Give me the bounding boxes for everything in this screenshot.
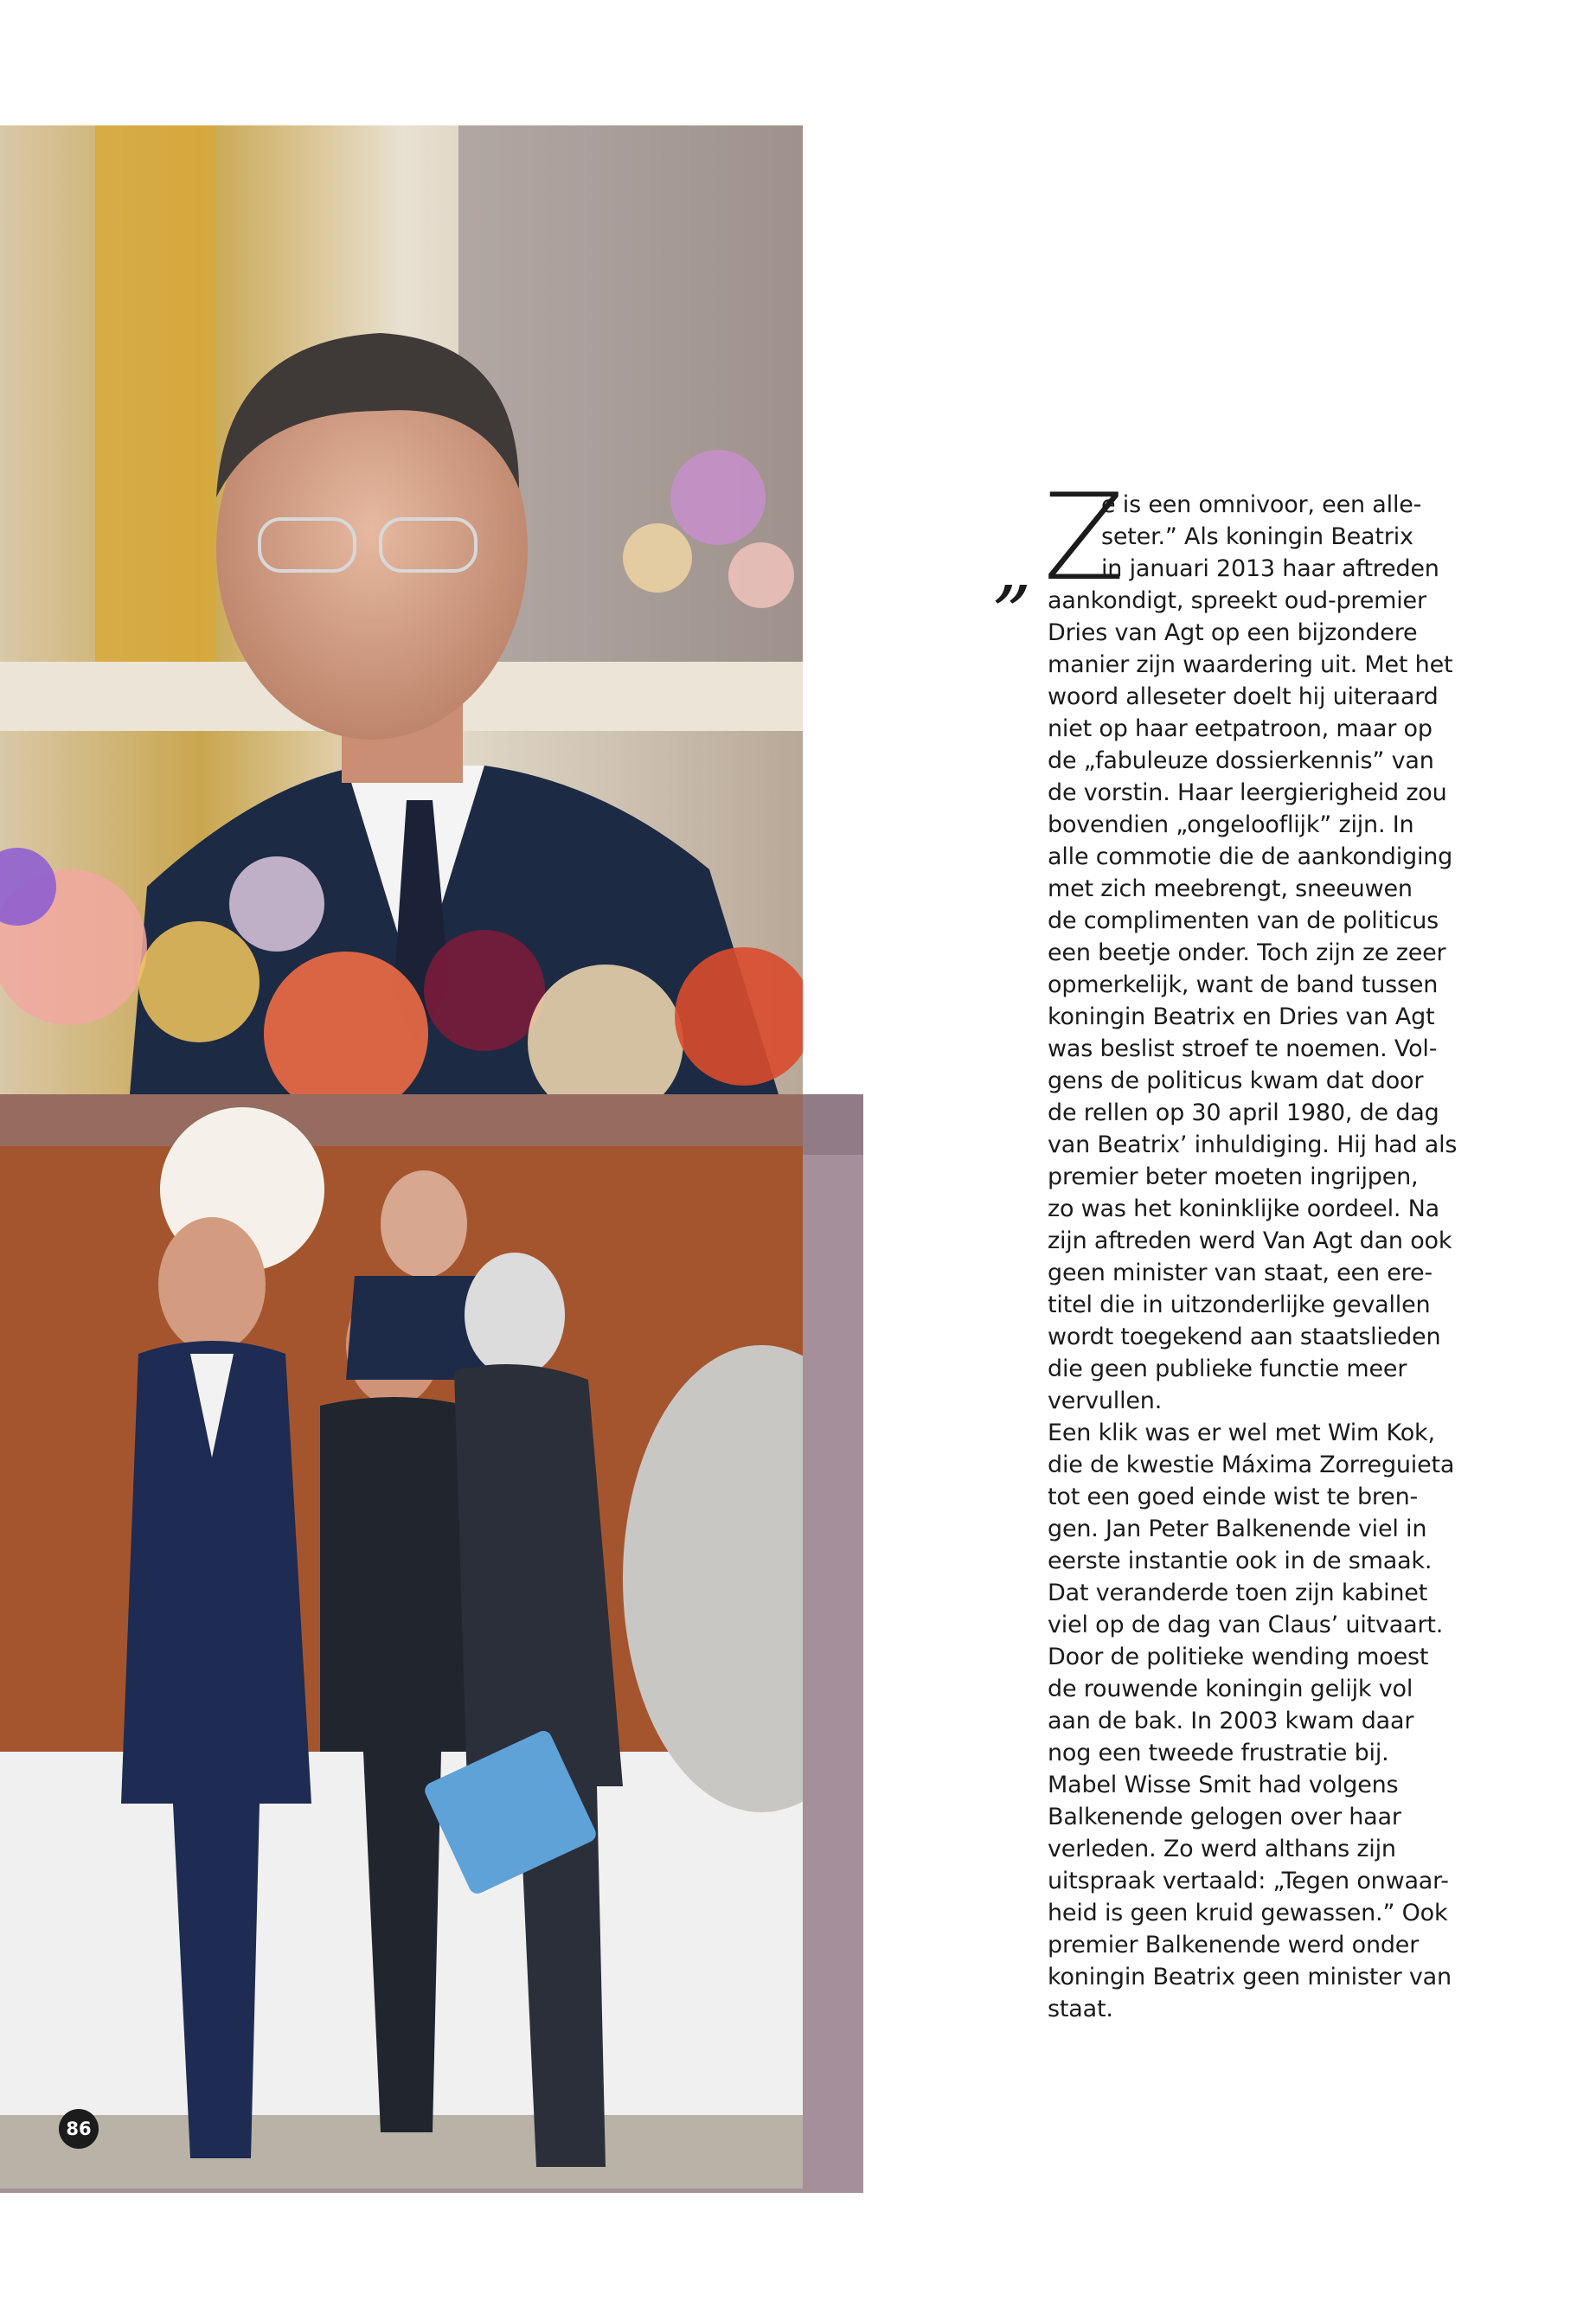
opening-quote-mark: „ <box>993 522 1033 612</box>
article-line: koningin Beatrix geen minister van <box>1048 1964 1452 1990</box>
article-line: de complimenten van de politicus <box>1048 907 1439 934</box>
photo-portrait-with-flowers <box>0 125 803 1094</box>
article-line: woord alleseter doelt hij uiteraard <box>1048 683 1439 710</box>
article-line: titel die in uitzonderlijke gevallen <box>1048 1292 1431 1318</box>
article-line: de rellen op 30 april 1980, de dag <box>1048 1099 1439 1126</box>
article-line: zijn aftreden werd Van Agt dan ook <box>1048 1227 1452 1254</box>
article-line: Balkenende gelogen over haar <box>1048 1804 1401 1830</box>
article-line: de „fabuleuze dossierkennis” van <box>1048 747 1434 774</box>
article-line: Dries van Agt op een bijzondere <box>1048 619 1418 646</box>
article-line: die de kwestie Máxima Zorreguieta <box>1048 1452 1455 1478</box>
article-line: gens de politicus kwam dat door <box>1048 1067 1424 1094</box>
article-line: de vorstin. Haar leergierigheid zou <box>1048 779 1447 806</box>
article-line: niet op haar eetpatroon, maar op <box>1048 715 1433 742</box>
article-line: Een klik was er wel met Wim Kok, <box>1048 1420 1435 1446</box>
article-line: zo was het koninklijke oordeel. Na <box>1048 1195 1440 1222</box>
article-line: vervullen. <box>1048 1388 1163 1414</box>
article-line: de rouwende koningin gelijk vol <box>1048 1676 1413 1702</box>
article-line: tot een goed einde wist te bren- <box>1048 1484 1419 1510</box>
article-line: eerste instantie ook in de smaak. <box>1048 1548 1433 1574</box>
article-line: e is een omnivoor, een alle- <box>1101 491 1422 518</box>
article-line: opmerkelijk, want de band tussen <box>1048 971 1439 998</box>
article-line: van Beatrix’ inhuldiging. Hij had als <box>1048 1131 1458 1158</box>
article-line: aan de bak. In 2003 kwam daar <box>1048 1708 1414 1734</box>
photo-group-of-men <box>0 1094 803 2189</box>
article-line: in januari 2013 haar aftreden <box>1101 555 1439 582</box>
article-line: wordt toegekend aan staatslieden <box>1048 1324 1441 1350</box>
article-line: Mabel Wisse Smit had volgens <box>1048 1772 1399 1798</box>
article-line: Dat veranderde toen zijn kabinet <box>1048 1580 1428 1606</box>
portrait-photo-illustration <box>0 125 803 1094</box>
article-line: heid is geen kruid gewassen.” Ook <box>1048 1900 1448 1926</box>
article-line: premier beter moeten ingrijpen, <box>1048 1163 1419 1190</box>
article-line: seter.” Als koningin Beatrix <box>1101 523 1413 550</box>
article-line: een beetje onder. Toch zijn ze zeer <box>1048 939 1446 966</box>
article-line: bovendien „ongelooflijk” zijn. In <box>1048 811 1414 838</box>
article-line: premier Balkenende werd onder <box>1048 1932 1420 1958</box>
article-line: staat. <box>1048 1996 1113 2022</box>
article-line: viel op de dag van Claus’ uitvaart. <box>1048 1612 1444 1638</box>
page-number: 86 <box>59 2109 99 2149</box>
article-line: manier zijn waardering uit. Met het <box>1048 651 1453 678</box>
article-line: uitspraak vertaald: „Tegen onwaar- <box>1048 1868 1449 1894</box>
article-line: geen minister van staat, een ere- <box>1048 1259 1433 1286</box>
article-line: nog een tweede frustratie bij. <box>1048 1740 1389 1766</box>
group-photo-illustration <box>0 1094 803 2189</box>
article-line: die geen publieke functie meer <box>1048 1356 1407 1382</box>
article-line: verleden. Zo werd althans zijn <box>1048 1836 1396 1862</box>
article-line: aankondigt, spreekt oud-premier <box>1048 587 1426 614</box>
article-line: was beslist stroef te noemen. Vol- <box>1048 1035 1438 1062</box>
article-line: Door de politieke wending moest <box>1048 1644 1429 1670</box>
article-line: alle commotie die de aankondiging <box>1048 843 1453 870</box>
article-line: gen. Jan Peter Balkenende viel in <box>1048 1516 1427 1542</box>
article-line: koningin Beatrix en Dries van Agt <box>1048 1003 1435 1030</box>
drop-cap: Z <box>1043 468 1125 607</box>
article-line: met zich meebrengt, sneeuwen <box>1048 875 1413 902</box>
